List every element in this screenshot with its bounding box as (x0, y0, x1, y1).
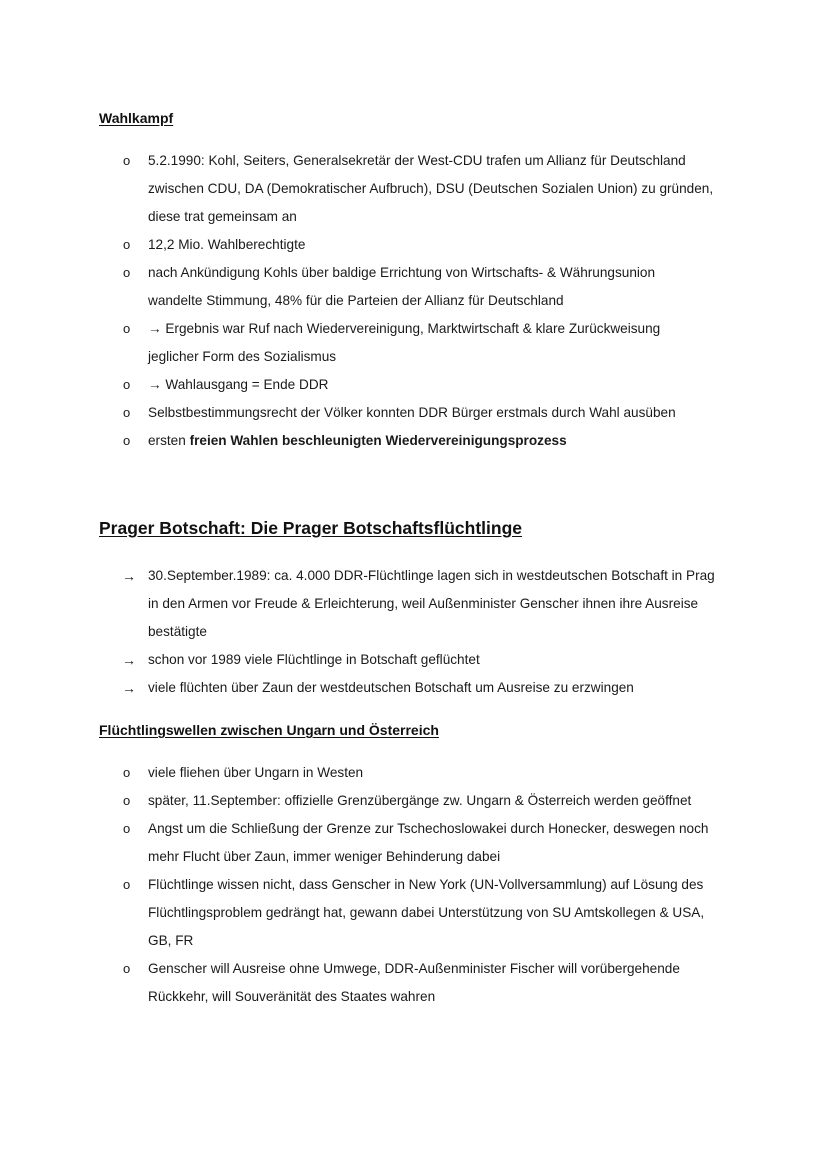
list-item: o → Wahlausgang = Ende DDR (0, 371, 828, 399)
list-item: o Selbstbestimmungsrecht der Völker konnten DDR Bürger erstmals durch Wahl ausüben (0, 399, 828, 427)
circle-bullet-icon: o (123, 961, 131, 976)
arrow-bullet-icon: → (122, 680, 136, 696)
arrow-bullet-icon: → (122, 568, 136, 584)
circle-bullet-icon: o (123, 237, 131, 252)
circle-bullet-icon: o (123, 793, 131, 808)
circle-bullet-icon: o (123, 433, 131, 448)
heading-prager-botschaft: Prager Botschaft: Die Prager Botschaftsflüchtlinge (99, 518, 522, 538)
list-item: o viele fliehen über Ungarn in Westen (0, 759, 828, 787)
circle-bullet-icon: o (123, 265, 131, 280)
list-item: → viele flüchten über Zaun der westdeutschen Botschaft um Ausreise zu erzwingen (0, 674, 828, 702)
list-item: o Genscher will Ausreise ohne Umwege, DDR-Außenminister Fischer will vorübergehende Rückkehr, will Souveränität des Staates wahren (0, 955, 828, 1011)
list-item: o Flüchtlinge wissen nicht, dass Genscher in New York (UN-Vollversammlung) auf Lösung des Flüchtlingsproblem gedrängt hat, gewann dabei Unterstützung von SU Amtskollegen & USA, GB, FR (0, 871, 828, 955)
circle-bullet-icon: o (123, 321, 131, 336)
prager-botschaft-list (0, 562, 828, 702)
list-item: o 12,2 Mio. Wahlberechtigte (0, 231, 828, 259)
list-item: o später, 11.September: offizielle Grenzübergänge zw. Ungarn & Österreich werden geöffnet (0, 787, 828, 815)
wahlkampf-list (0, 147, 828, 455)
list-item: o ersten freien Wahlen beschleunigten Wiedervereinigungsprozess (0, 427, 828, 455)
list-item: → schon vor 1989 viele Flüchtlinge in Botschaft geflüchtet (0, 646, 828, 674)
list-item: o nach Ankündigung Kohls über baldige Errichtung von Wirtschafts- & Währungsunion wandelte Stimmung, 48% für die Parteien der Allianz für Deutschland (0, 259, 828, 315)
list-item: o 5.2.1990: Kohl, Seiters, Generalsekretär der West-CDU trafen um Allianz für Deutschland zwischen CDU, DA (Demokratischer Aufbruch), DSU (Deutschen Sozialen Union) zu gründen, diese trat gemeinsam an (0, 147, 828, 231)
circle-bullet-icon: o (123, 877, 131, 892)
circle-bullet-icon: o (123, 377, 131, 392)
fluechtlingswellen-list (0, 759, 828, 1011)
circle-bullet-icon: o (123, 405, 131, 420)
list-item: → 30.September.1989: ca. 4.000 DDR-Flüchtlinge lagen sich in westdeutschen Botschaft in Prag in den Armen vor Freude & Erleichterung, weil Außenminister Genscher ihnen ihre Ausreise bestätigte (0, 562, 828, 646)
circle-bullet-icon: o (123, 153, 131, 168)
arrow-bullet-icon: → (122, 652, 136, 668)
circle-bullet-icon: o (123, 821, 131, 836)
heading-wahlkampf: Wahlkampf (99, 110, 174, 126)
circle-bullet-icon: o (123, 765, 131, 780)
list-item: o Angst um die Schließung der Grenze zur Tschechoslowakei durch Honecker, deswegen noch mehr Flucht über Zaun, immer weniger Behinderung dabei (0, 815, 828, 871)
emphasis-text: freien Wahlen beschleunigten Wiedervereinigungsprozess (189, 433, 567, 448)
heading-fluechtlingswellen: Flüchtlingswellen zwischen Ungarn und Österreich (99, 722, 439, 738)
list-item: o → Ergebnis war Ruf nach Wiedervereinigung, Marktwirtschaft & klare Zurückweisung jeglicher Form des Sozialismus (0, 315, 828, 371)
